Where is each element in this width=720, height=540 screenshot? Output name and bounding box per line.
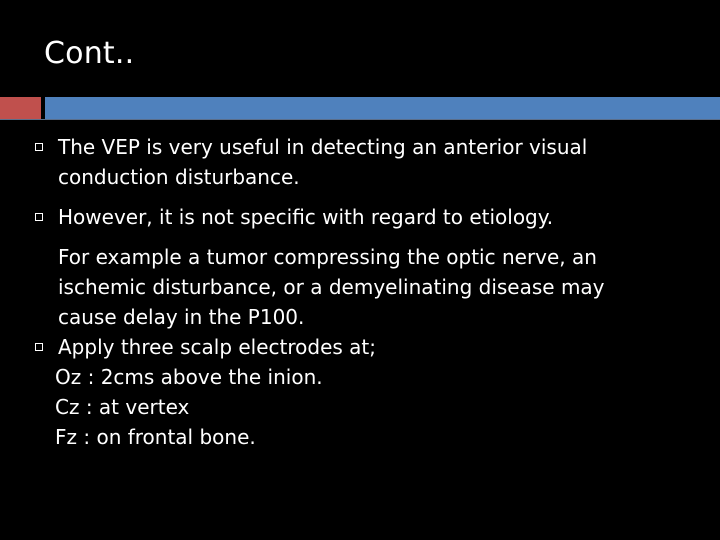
divider-underline [0, 119, 720, 120]
slide-title: Cont.. [44, 36, 135, 71]
hollow-square-bullet-icon [35, 213, 43, 221]
paragraph-line-2: ischemic disturbance, or a demyelinating disease may [58, 275, 605, 299]
paragraph-line-1: For example a tumor compressing the optic nerve, an [58, 245, 597, 269]
bullet-3-text: Apply three scalp electrodes at; [58, 335, 377, 359]
paragraph-line-3: cause delay in the P100. [58, 305, 305, 329]
electrode-cz: Cz : at vertex [55, 395, 190, 419]
bullet-item-2 [34, 202, 694, 232]
bullet-2-line-1: However, it is not specific with regard to etiology. [58, 205, 554, 229]
divider-blue-bar [45, 97, 720, 119]
bullet-item-1 [34, 132, 694, 192]
bullet-1-line-2: conduction disturbance. [58, 165, 300, 189]
bullet-1-line-1: The VEP is very useful in detecting an anterior visual [58, 135, 588, 159]
electrode-fz: Fz : on frontal bone. [55, 425, 256, 449]
hollow-square-bullet-icon [35, 143, 43, 151]
slide-body [34, 132, 694, 452]
divider-red-block [0, 97, 41, 119]
title-divider [0, 97, 720, 121]
example-paragraph [34, 242, 694, 332]
hollow-square-bullet-icon [35, 343, 43, 351]
electrode-oz: Oz : 2cms above the inion. [55, 365, 323, 389]
bullet-item-3 [34, 332, 694, 362]
